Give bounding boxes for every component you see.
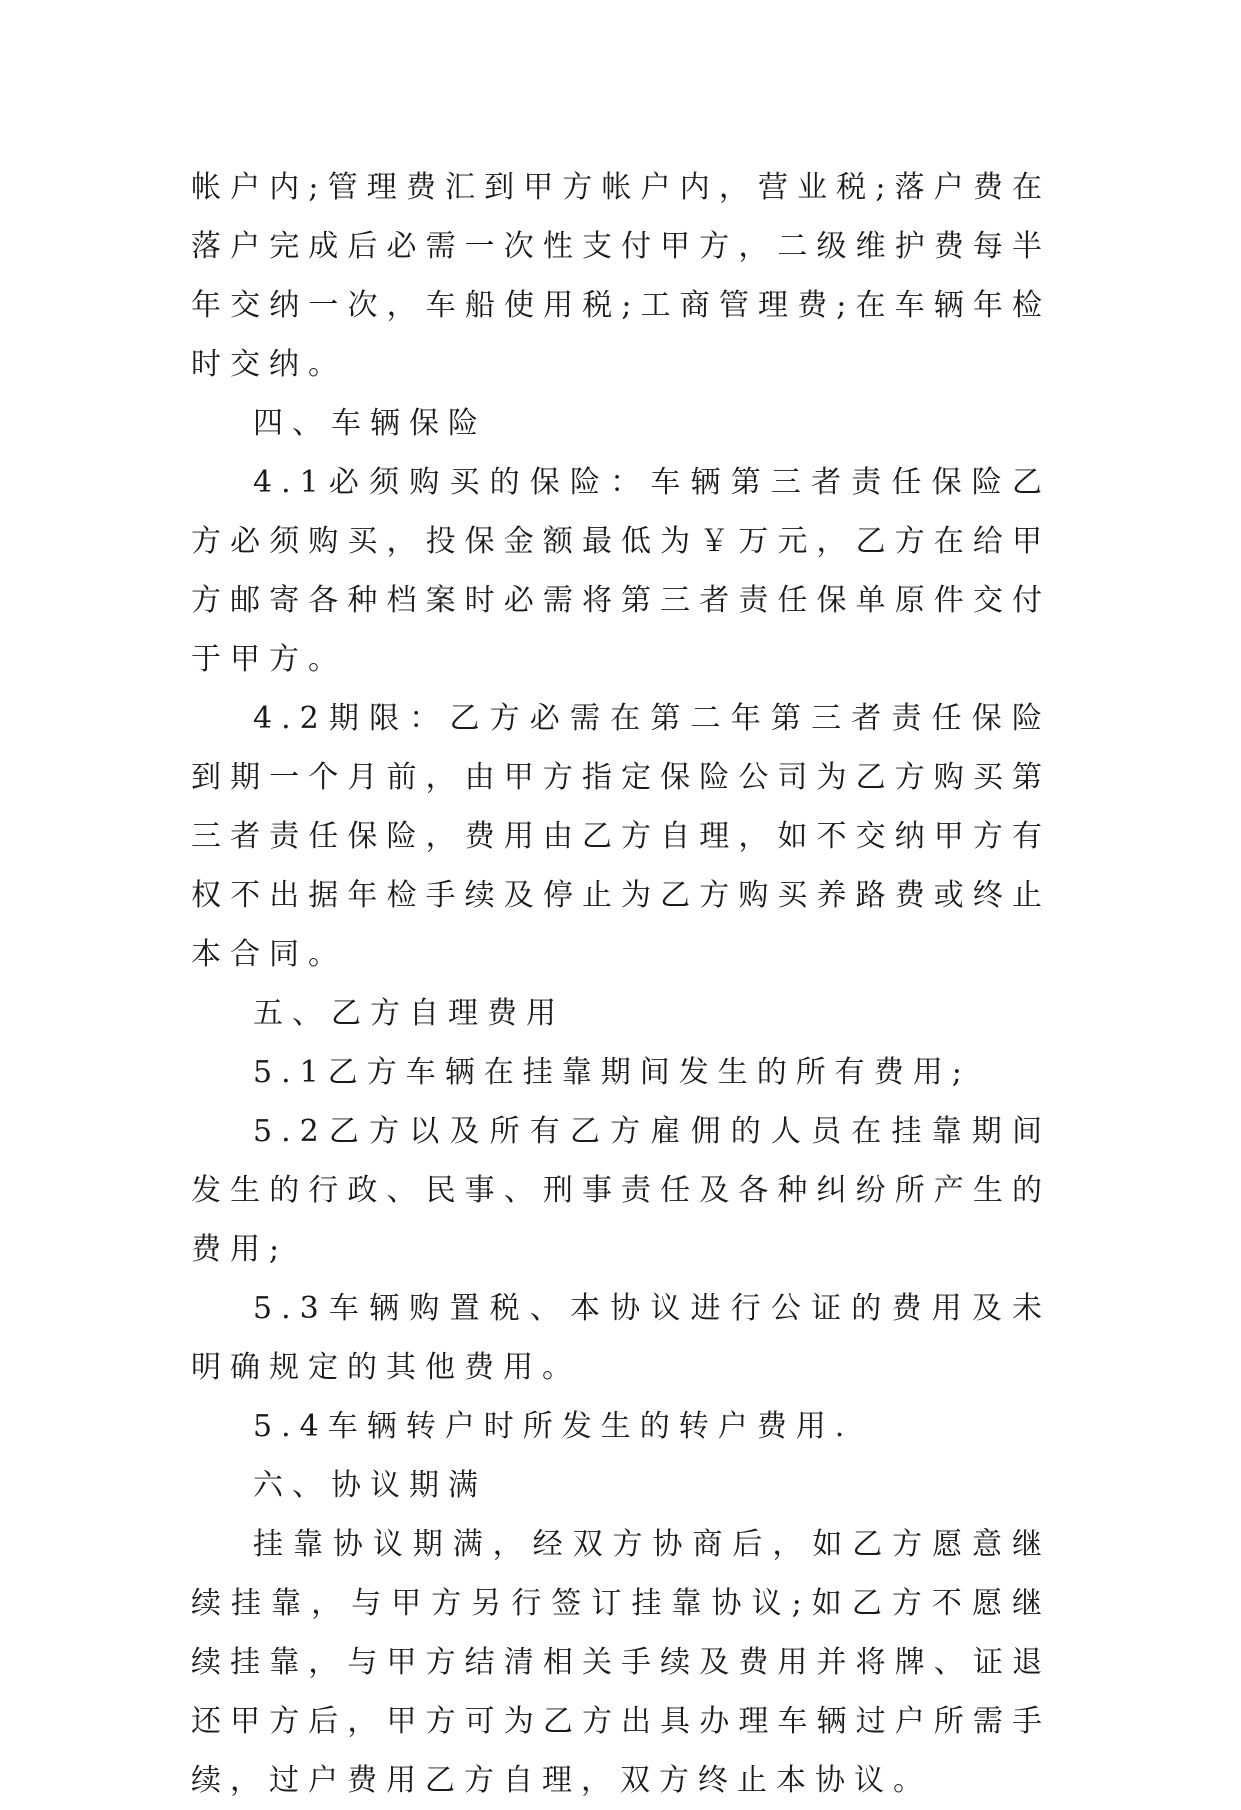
clause-4-1: 4.1必须购买的保险：车辆第三者责任保险乙方必须购买，投保金额最低为￥万元，乙方在给甲方邮寄各种档案时必需将第三者责任保单原件交付于甲方。 <box>191 465 1051 677</box>
section-heading-self-paid-expenses: 五、乙方自理费用 <box>253 996 565 1031</box>
clause-5-3: 5.3车辆购置税、本协议进行公证的费用及未明确规定的其他费用。 <box>191 1291 1051 1385</box>
clause-5-4: 5.4车辆转户时所发生的转户费用. <box>253 1409 854 1444</box>
section-heading-vehicle-insurance: 四、车辆保险 <box>253 406 487 441</box>
section-heading-agreement-expiry: 六、协议期满 <box>253 1468 487 1503</box>
paragraph-continuation: 帐户内;管理费汇到甲方帐户内，营业税;落户费在落户完成后必需一次性支付甲方，二级维护费每半年交纳一次，车船使用税;工商管理费;在车辆年检时交纳。 <box>191 170 1051 382</box>
clause-4-2: 4.2期限：乙方必需在第二年第三者责任保险到期一个月前，由甲方指定保险公司为乙方购买第三者责任保险，费用由乙方自理，如不交纳甲方有权不出据年检手续及停止为乙方购买养路费或终止本合同。 <box>191 701 1051 972</box>
expiry-clause: 挂靠协议期满，经双方协商后，如乙方愿意继续挂靠，与甲方另行签订挂靠协议;如乙方不愿继续挂靠，与甲方结清相关手续及费用并将牌、证退还甲方后，甲方可为乙方出具办理车辆过户所需手续，过户费用乙方自理，双方终止本协议。 <box>191 1527 1051 1798</box>
document-body <box>191 158 1051 1810</box>
clause-5-1: 5.1乙方车辆在挂靠期间发生的所有费用; <box>253 1055 971 1090</box>
clause-5-2: 5.2乙方以及所有乙方雇佣的人员在挂靠期间发生的行政、民事、刑事责任及各种纠纷所产生的费用; <box>191 1114 1051 1267</box>
